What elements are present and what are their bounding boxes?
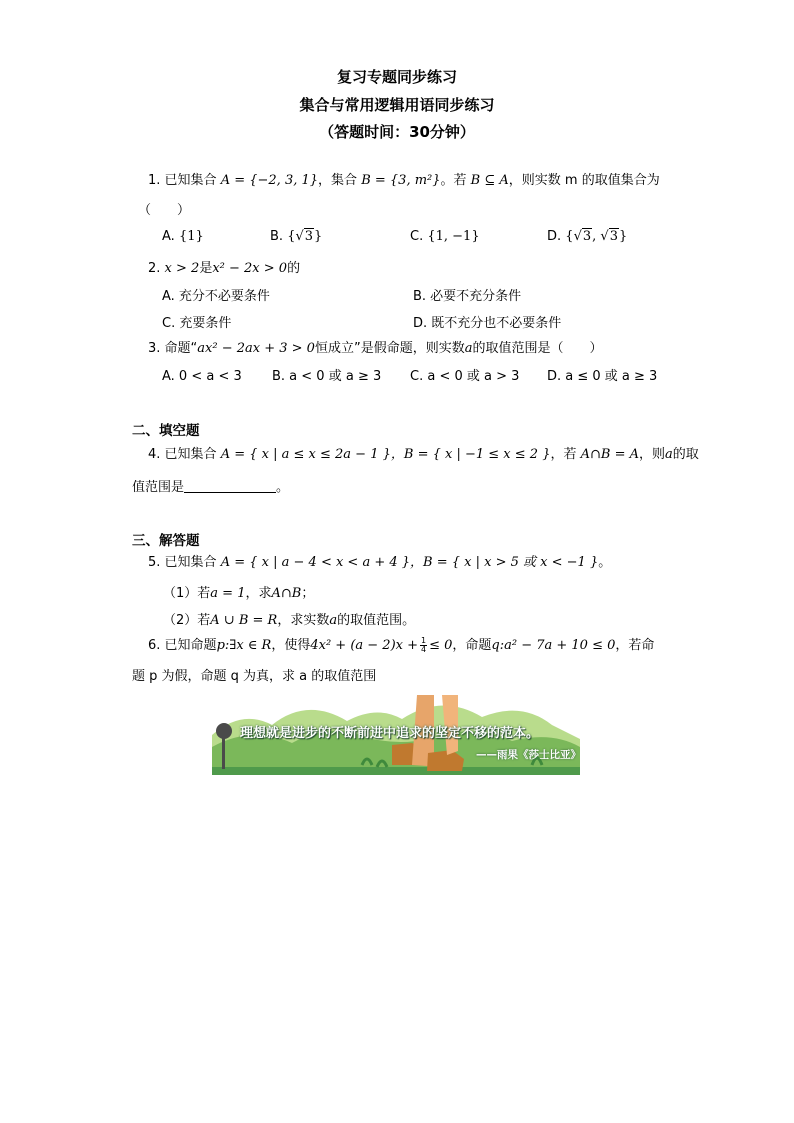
q2-option-d: D. 既不充分也不必要条件 [413,316,562,331]
q2-option-b: B. 必要不充分条件 [413,289,522,304]
time-note: （答题时间：30分钟） [319,123,475,141]
banner-author: ——雨果《莎士比亚》 [476,749,581,761]
question-6: 6. 已知命题p:∃x ∈ R，使得4x² + (a − 2)x + $\frac{1}{4}$ ≤ 0，命题q:a² − 7a + 10 ≤ 0，若命 [148,636,655,654]
section-answer-title: 三、解答题 [132,533,200,549]
question-2: 2. x > 2是x² − 2x > 0的 [148,261,301,276]
q1-option-c: C. {1, −1} [410,229,480,244]
section-fill-blank-title: 二、填空题 [132,423,200,439]
question-1: 1. 已知集合 A = {−2, 3, 1}，集合 B = {3, m²}。若 B ⊆ A，则实数 m 的取值集合为 [148,173,660,188]
q1-option-d: D. {√3, √3} [547,229,628,244]
q1-option-b: B. {√3} [270,229,323,244]
q2-option-c: C. 充要条件 [162,316,232,331]
q3-option-d: D. a ≤ 0 或 a ≥ 3 [547,369,658,384]
question-3: 3. 命题“ax² − 2ax + 3 > 0恒成立”是假命题，则实数a的取值范围是（ ） [148,341,603,356]
question-4: 4. 已知集合 A = { x | a ≤ x ≤ 2a − 1 }，B = { x | −1 ≤ x ≤ 2 }，若 A∩B = A，则a的取 [148,447,699,462]
answer-blank[interactable] [184,478,276,493]
worksheet-subtitle: 集合与常用逻辑用语同步练习 [299,96,495,114]
banner-quote: 理想就是进步的不断前进中追求的坚定不移的范本。 [240,726,540,741]
fraction-one-quarter: $\frac{1}{4}$ [421,636,427,654]
q2-option-a: A. 充分不必要条件 [162,289,270,304]
question-5-part-1: （1）若a = 1，求A∩B； [163,586,315,601]
q3-option-a: A. 0 < a < 3 [162,369,242,384]
question-5-part-2: （2）若A ∪ B = R，求实数a的取值范围。 [163,613,416,628]
ground-strip [212,767,580,775]
q3-option-c: C. a < 0 或 a > 3 [410,369,520,384]
question-5: 5. 已知集合 A = { x | a − 4 < x < a + 4 }，B = { x | x > 5 或 x < −1 }。 [148,555,612,570]
q1-option-a: A. {1} [162,229,204,244]
worksheet-title: 复习专题同步练习 [336,68,457,86]
question-4-cont: 值范围是 。 [132,480,290,495]
q3-option-b: B. a < 0 或 a ≥ 3 [272,369,382,384]
question-6-cont: 题 p 为假，命题 q 为真，求 a 的取值范围 [132,669,377,684]
question-1-paren: （ ） [138,203,191,218]
